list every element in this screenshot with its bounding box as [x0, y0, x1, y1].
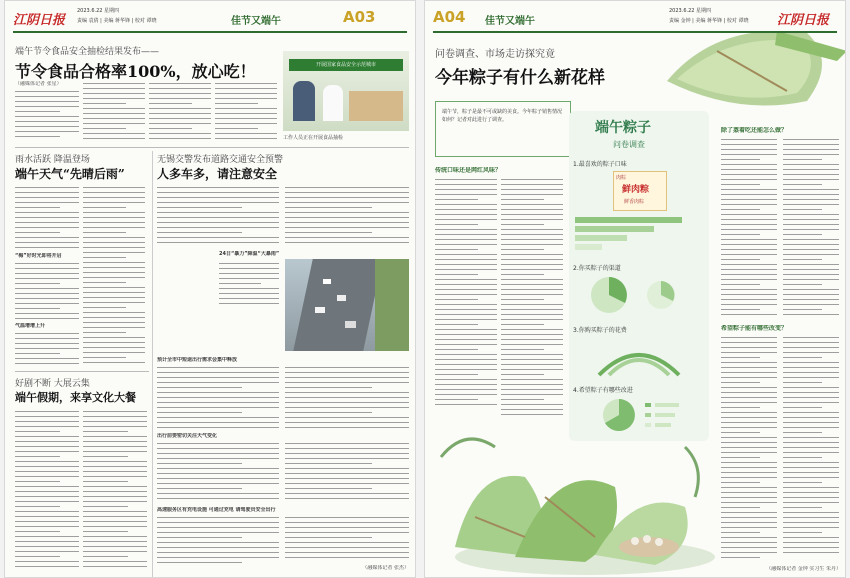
page-number: A04 [433, 8, 466, 26]
article3-headline: 人多车多，请注意安全 [157, 167, 278, 181]
food-inspection-photo [283, 51, 409, 131]
car [315, 307, 325, 313]
article3-column-3 [219, 263, 279, 309]
question-heading-3: 希望粽子能有哪些改变？ [721, 325, 788, 332]
article4-headline: 端午假期，来享文化大餐 [15, 391, 136, 404]
inspection-banner: 开展国家食品安全示范城市 [289, 59, 403, 71]
subhead-rain: 24日“暴力”降温“大暴雨” [219, 251, 280, 257]
survey-item-4: 4.希望粽子有哪些改进 [573, 387, 633, 394]
zongzi-main: 鲜肉粽 [622, 185, 650, 195]
traffic-byline: （融媒体记者 张杰） [362, 565, 409, 571]
article2-column-1c [15, 333, 79, 367]
article1-column-4 [215, 83, 277, 143]
article3-column-7 [285, 443, 409, 503]
survey-item-3: 3.你购买粽子的花费 [573, 327, 627, 334]
article-column-5 [721, 337, 777, 563]
article-column-3 [721, 139, 777, 319]
masthead-logo: 江阴日报 [777, 13, 830, 28]
lead-box [435, 101, 571, 157]
subhead-charging: 高速服务区有充电设施 可通过充电 请驾驶员安全出行 [157, 507, 276, 513]
newspaper-page-a03 [4, 0, 416, 578]
subhead-temperature: 气温增增上升 [15, 323, 46, 329]
divider [15, 147, 409, 148]
traffic-photo [285, 259, 409, 351]
article1-byline: （融媒体记者 张星） [15, 81, 62, 87]
roadside-trees [375, 259, 409, 351]
article1-column-2 [83, 83, 145, 143]
car [345, 321, 356, 328]
issue-date: 2023.6.22 星期四 [77, 8, 120, 14]
question-heading-1: 传统口味还是网红风味？ [435, 167, 502, 174]
issue-date: 2023.6.22 星期四 [669, 8, 712, 14]
article4-column-1 [15, 411, 79, 571]
flavor-bars [575, 217, 699, 259]
article3-column-1 [157, 187, 279, 247]
article3-column-4 [157, 367, 279, 431]
article2-headline: 端午天气“先晴后雨” [15, 167, 125, 181]
page-header [433, 7, 837, 33]
masthead-logo: 江阴日报 [13, 13, 66, 28]
article3-column-2 [285, 187, 409, 247]
article4-column-2 [83, 411, 147, 571]
zongzi-label [613, 171, 667, 211]
article3-column-8 [157, 517, 279, 569]
channel-chart [585, 273, 689, 317]
article-column-4 [783, 139, 839, 319]
article3-kicker: 无锡交警发布道路交通安全预警 [157, 155, 284, 165]
article3-column-9 [285, 517, 409, 563]
survey-subtitle: 问卷调查 [613, 140, 645, 149]
food-counter [349, 91, 403, 121]
article-column-1 [435, 179, 497, 409]
survey-item-2: 2.你买粽子的渠道 [573, 265, 621, 272]
reporter-byline: （融媒体记者 金钟 实习生 朱丹） [766, 566, 841, 572]
article1-headline: 节令食品合格率100%，放心吃！ [15, 62, 256, 81]
article1-column-3 [149, 83, 211, 143]
divider [15, 371, 149, 372]
section-title: 佳节又端午 [231, 16, 281, 27]
lead-text: 端午节，粽子是最不可或缺的美食。今年粽子销售情况如何？记者对此进行了调查。 [442, 109, 563, 123]
editor-credits: 责编 袁倩 | 美编 蒋华锋 | 校对 谭晓 [77, 18, 157, 24]
zongzi-illustration [657, 21, 846, 121]
survey-infographic [569, 111, 709, 441]
spending-chart [589, 335, 689, 379]
article1-kicker: 端午节令食品安全抽检结果发布—— [15, 47, 160, 57]
article3-column-6 [157, 443, 279, 503]
survey-title: 端午粽子 [595, 120, 651, 136]
subhead-meiyu: “梅”好时光即将开启 [15, 253, 62, 259]
article-column-2 [501, 179, 563, 419]
page-header [13, 7, 407, 33]
highway-road [293, 259, 383, 351]
article3-column-5 [285, 367, 409, 431]
article2-kicker: 雨水活跃 降温登场 [15, 155, 90, 165]
column-divider [152, 151, 153, 578]
page-number: A03 [343, 8, 376, 26]
article2-column-2 [83, 187, 145, 367]
survey-item-1: 1.最喜欢的粽子口味 [573, 161, 627, 168]
article-kicker: 问卷调查、市场走访探究竟 [435, 49, 555, 60]
zongzi-bottom-illustration [435, 427, 715, 577]
section-title: 佳节又端午 [485, 16, 535, 27]
zongzi-tag: 肉粽 [616, 175, 627, 181]
inspector-figure [293, 81, 315, 121]
article4-kicker: 好剧不断 大展云集 [15, 379, 90, 389]
article-column-6 [783, 337, 839, 559]
question-heading-2: 除了蒸着吃还能怎么做？ [721, 127, 788, 134]
editor-credits: 责编 金钟 | 美编 蒋华锋 | 校对 谭晓 [669, 18, 749, 24]
photo-caption: 工作人员正在开展食品抽检 [283, 135, 344, 141]
subhead-weather: 出行前要密切关注天气变化 [157, 433, 218, 439]
subhead-travel-demand: 预计全市中短途出行需求会集中释放 [157, 357, 238, 363]
zongzi-flavor: 鲜香肉粽 [624, 199, 645, 205]
car [337, 295, 346, 301]
article-headline: 今年粽子有什么新花样 [435, 68, 605, 88]
car [323, 279, 331, 284]
newspaper-page-a04 [424, 0, 846, 578]
article2-column-1 [15, 187, 79, 251]
article1-column-1 [15, 91, 79, 143]
inspector-figure [323, 85, 343, 121]
article2-column-1b [15, 263, 79, 321]
